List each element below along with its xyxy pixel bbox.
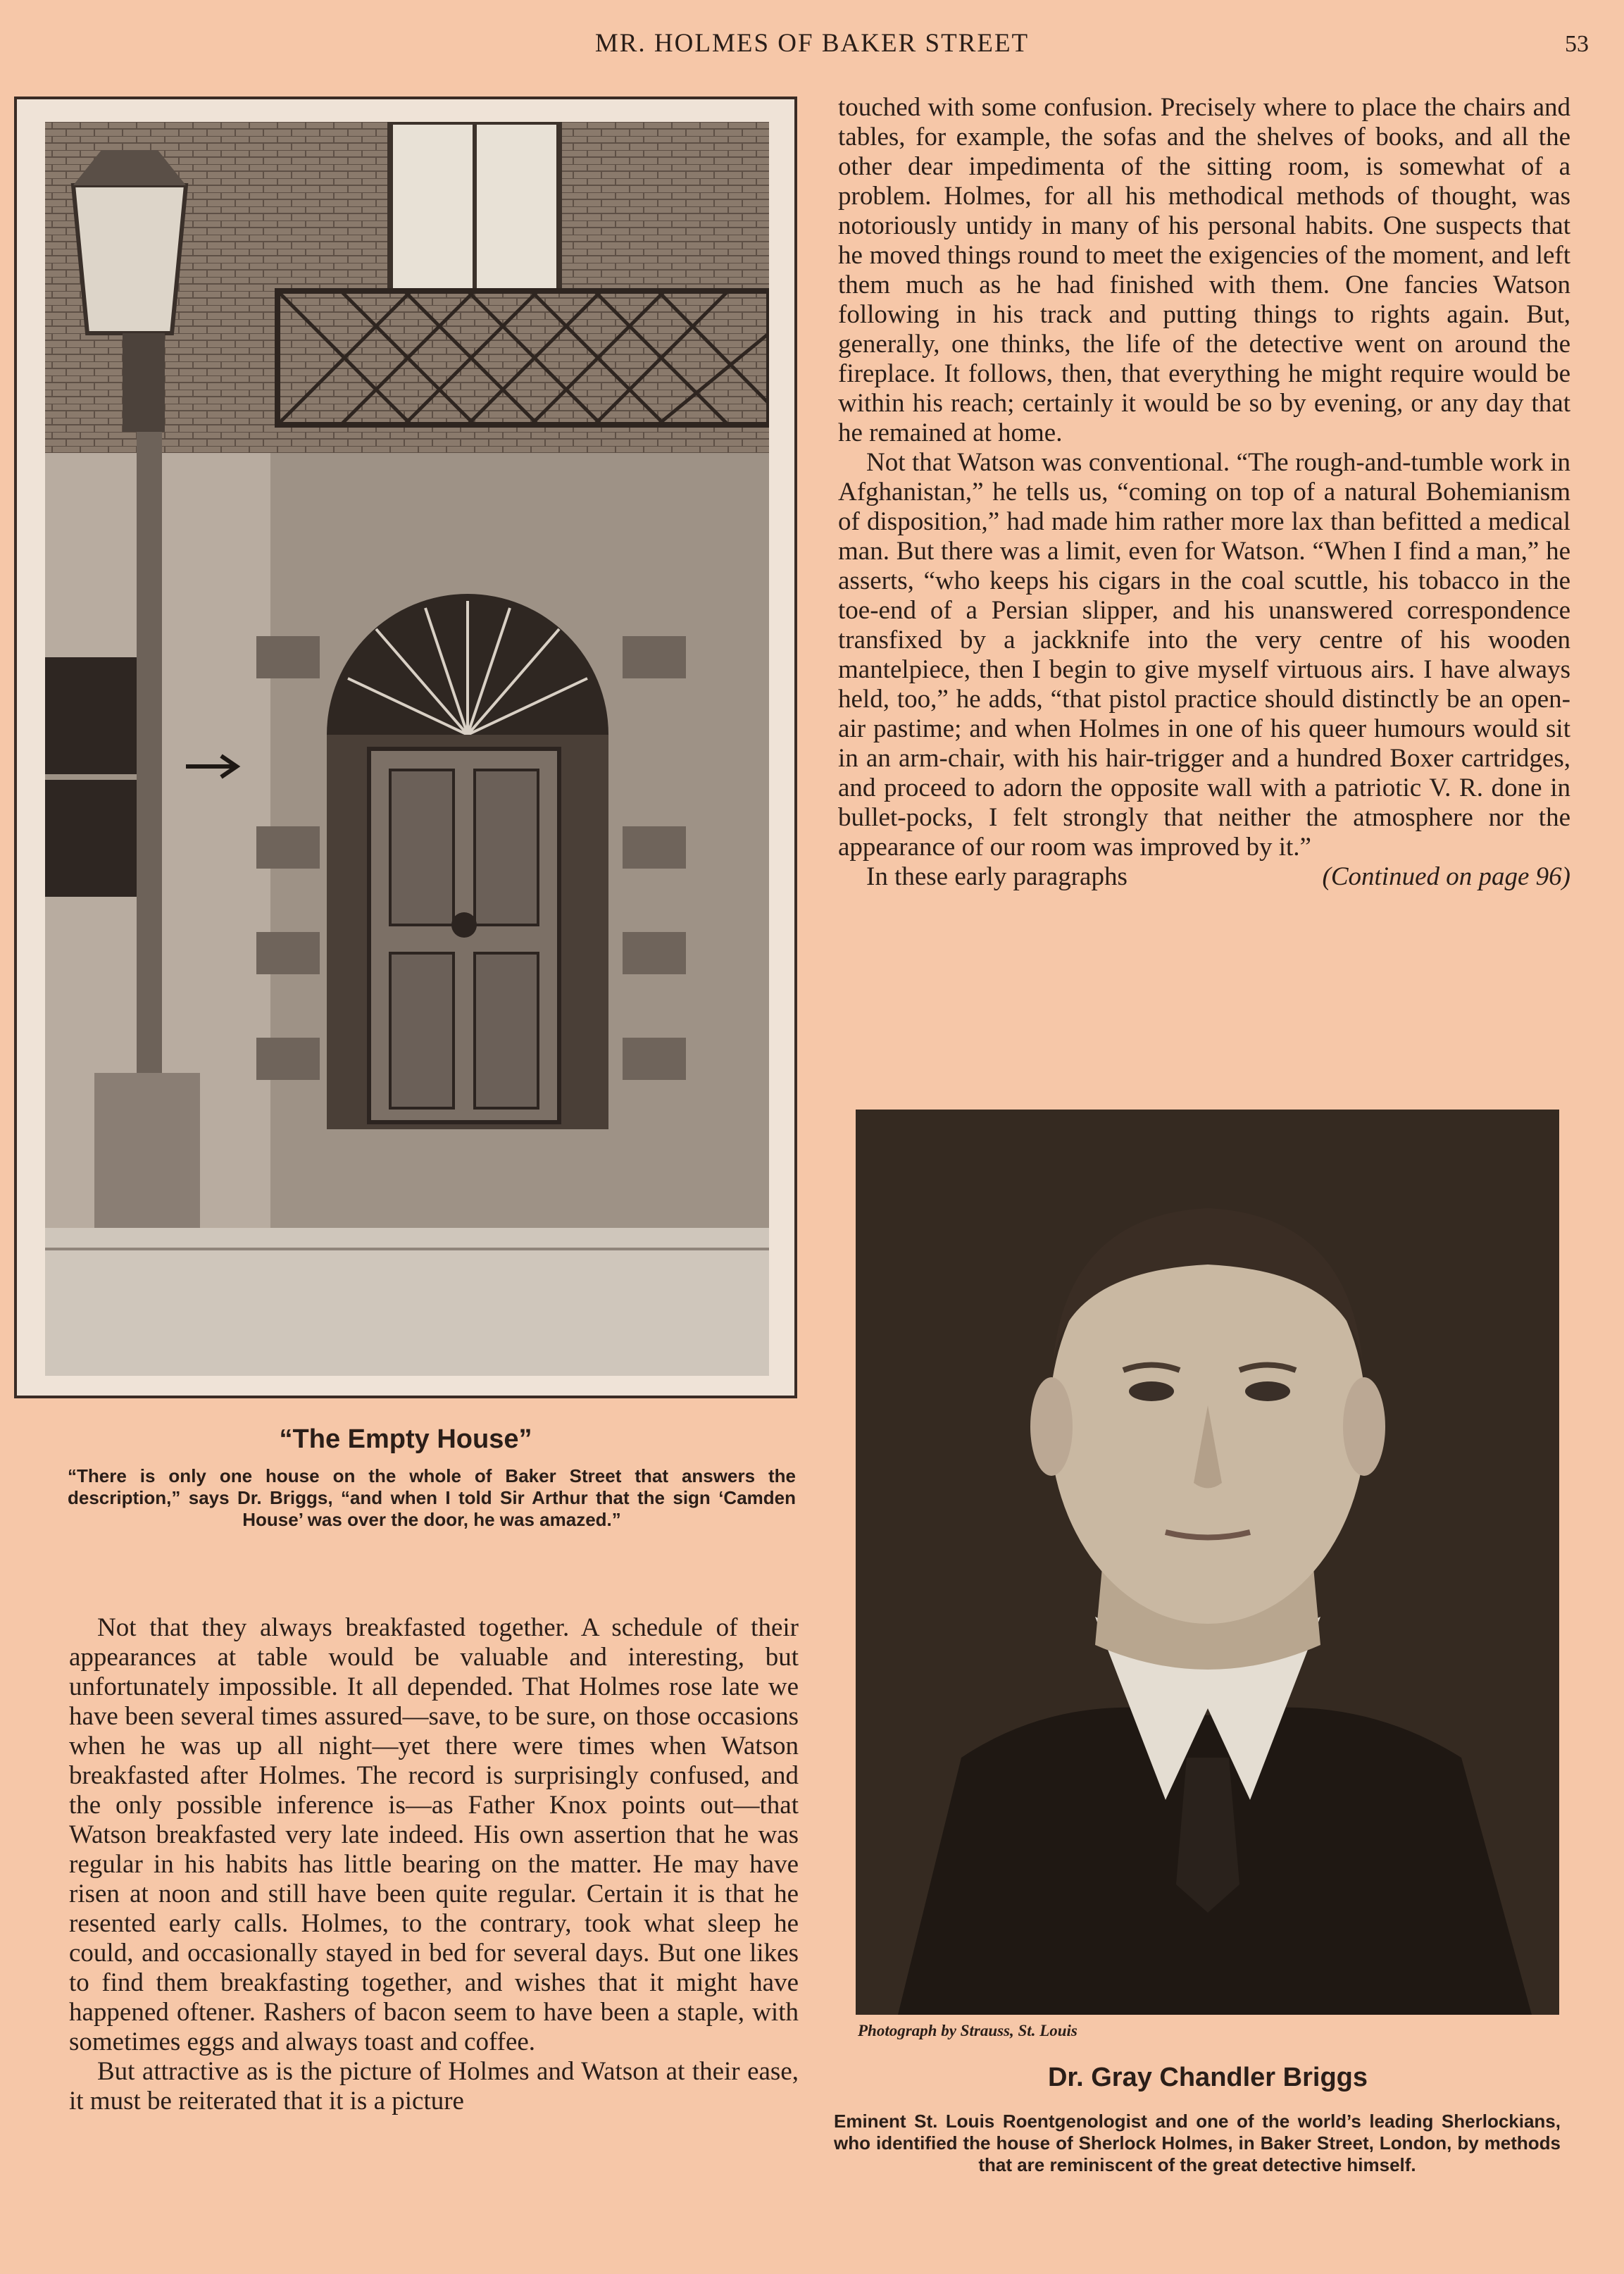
portrait-illustration bbox=[856, 1110, 1559, 2015]
running-head bbox=[0, 28, 1624, 63]
paragraph-text: In these early paragraphs bbox=[866, 862, 1128, 891]
paragraph: Not that they always breakfasted together. A schedule of their appearances at table would be valuable and interesting, but unfortunately impossible. It all depended. That Holmes rose late we have been several times assured—save, to be sure, on those occasions when he was up all night—yet there were times when Watson breakfasted after Holmes. The record is surprisingly confused, and the only possible inference is—as Father Knox points out—that Watson breakfasted very late indeed. His own assertion that he was regular in his habits has little bearing on the matter. He may have risen at noon and still have been quite regular. Certain it is that he resented early calls. Holmes, to the contrary, took what sleep he could, and occasionally stayed in bed for several days. But one likes to find them breakfasting together, and wishes that it might have happened oftener. Rashers of bacon seem to have been a staple, with sometimes eggs and always toast and coffee. bbox=[69, 1613, 799, 2056]
page-number: 53 bbox=[1565, 31, 1589, 57]
running-title: MR. HOLMES OF BAKER STREET bbox=[594, 29, 1030, 58]
paragraph: touched with some confusion. Precisely where to place the chairs and tables, for example, the sofas and the shelves of books, and all the other dear impedimenta of the sitting room, is somewhat of a problem. Holmes, for all his methodical methods of thought, was notoriously untidy in many of his personal habits. One suspects that he moved things round to meet the exigencies of the moment, and left them much as he had finished with them. One fancies Watson following in his track and putting things to rights again. But, generally, one thinks, the life of the detective went on around the fireplace. It follows, then, that everything he might require would be within his reach; certainly it would be so by evening, or any day that he remained at home. bbox=[838, 93, 1570, 447]
right-column-text bbox=[838, 93, 1570, 892]
paragraph: But attractive as is the picture of Holmes and Watson at their ease, it must be reiterated that it is a picture bbox=[69, 2057, 799, 2115]
house-illustration bbox=[45, 122, 769, 1376]
portrait-caption-text: Eminent St. Louis Roentgenologist and one of the world’s leading Sherlockians, who identified the house of Sherlock Holmes, in Baker Street, London, by methods that are reminiscent of the great detective himself. bbox=[834, 2111, 1561, 2175]
paragraph: Not that Watson was conventional. “The rough-and-tumble work in Afghanistan,” he tells us, “coming on top of a natural Bohemianism of disposition,” had made him rather more lax than befitted a medical man. But there was a limit, even for Watson. “When I find a man,” he asserts, “who keeps his cigars in the coal scuttle, his tobacco in the toe-end of a Persian slipper, and his unanswered correspondence transfixed by a jackknife into the very centre of his wooden mantelpiece, then I begin to give myself virtuous airs. I have always held, too,” he adds, “that pistol practice should distinctly be an open-air pastime; and when Holmes in one of his queer humours would sit in an arm-chair, with his hair-trigger and a hundred Boxer cartridges, and proceed to adorn the opposite wall with a patriotic V. R. done in bullet-pocks, I felt strongly that neither the atmosphere nor the appearance of our room was improved by it.” bbox=[838, 448, 1570, 862]
photo-credit: Photograph by Strauss, St. Louis bbox=[858, 2022, 1078, 2039]
house-photo-frame bbox=[14, 97, 797, 1398]
left-column-text bbox=[69, 1613, 799, 2116]
portrait-caption-title: Dr. Gray Chandler Briggs bbox=[1047, 2063, 1368, 2092]
house-caption-title: “The Empty House” bbox=[279, 1424, 532, 1454]
house-photo bbox=[45, 122, 769, 1376]
paragraph-continuation bbox=[838, 862, 1570, 892]
continued-note: (Continued on page 96) bbox=[1322, 862, 1570, 891]
house-caption-text: “There is only one house on the whole of Baker Street that answers the description,” says Dr. Briggs, “and when I told Sir Arthur that the sign ‘Camden House’ was over the door, he was amazed.” bbox=[68, 1465, 796, 1530]
portrait-photo bbox=[856, 1110, 1559, 2015]
